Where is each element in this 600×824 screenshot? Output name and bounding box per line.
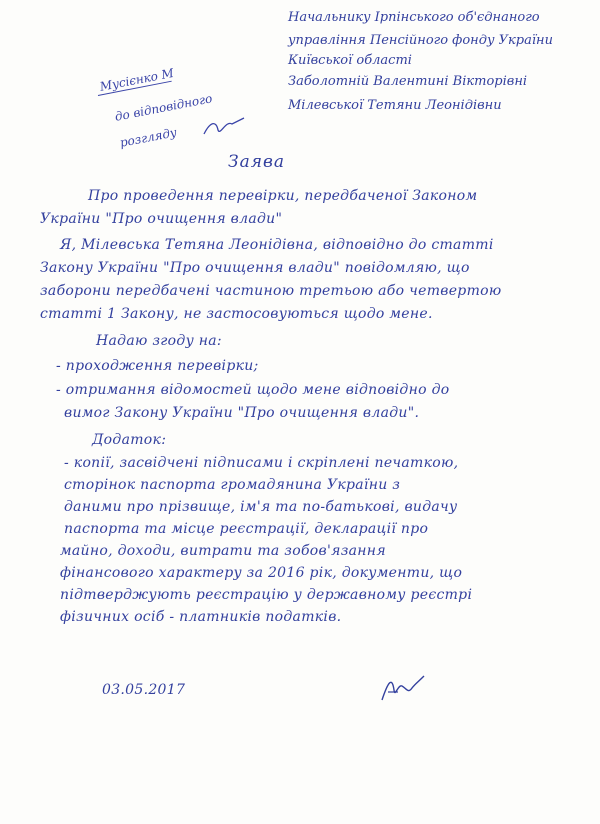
attachments-heading: Додаток: — [92, 432, 167, 448]
document-date: 03.05.2017 — [102, 682, 186, 698]
addressee-line: Мілевської Тетяни Леонідівни — [288, 98, 502, 113]
attachment-line: сторінок паспорта громадянина України з — [64, 477, 401, 493]
document-title: Заява — [228, 152, 286, 172]
attachment-line: фінансового характеру за 2016 рік, документи, що — [60, 565, 463, 581]
statement-line: заборони передбачені частиною третьою або четвертою — [40, 283, 502, 299]
attachment-line: фізичних осіб - платників податків. — [60, 609, 342, 625]
resolution-line: Мусієнко М — [98, 65, 175, 94]
statement-line: Я, Мілевська Тетяна Леонідівна, відповідно до статті — [60, 237, 494, 253]
subject-line: Про проведення перевірки, передбаченої Законом — [88, 188, 478, 204]
consent-item: вимог Закону України "Про очищення влади". — [64, 405, 420, 421]
addressee-line: Київської області — [288, 53, 412, 68]
consent-item: - отримання відомостей щодо мене відповідно до — [56, 382, 450, 398]
resolution-signature — [200, 112, 248, 142]
addressee-line: управління Пенсійного фонду України — [288, 33, 553, 48]
addressee-line: Заболотній Валентині Вікторівні — [288, 74, 528, 89]
attachment-line: підтверджують реєстрацію у державному реєстрі — [60, 587, 473, 603]
attachment-line: - копії, засвідчені підписами і скріплені печаткою, — [64, 455, 459, 471]
consent-item: - проходження перевірки; — [56, 358, 259, 374]
applicant-signature — [378, 672, 428, 706]
statement-line: статті 1 Закону, не застосовуються щодо мене. — [40, 306, 433, 322]
addressee-line: Начальнику Ірпінського об'єднаного — [288, 10, 540, 25]
attachment-line: майно, доходи, витрати та зобов'язання — [60, 543, 386, 559]
attachment-line: паспорта та місце реєстрації, декларації про — [64, 521, 429, 537]
subject-line: України "Про очищення влади" — [40, 211, 283, 227]
statement-line: Закону України "Про очищення влади" повідомляю, що — [40, 260, 470, 276]
consent-heading: Надаю згоду на: — [96, 333, 222, 349]
resolution-line: до відповідного — [113, 91, 214, 124]
resolution-line: розгляду — [118, 125, 178, 150]
attachment-line: даними про прізвище, ім'я та по-батькові, видачу — [64, 499, 458, 515]
